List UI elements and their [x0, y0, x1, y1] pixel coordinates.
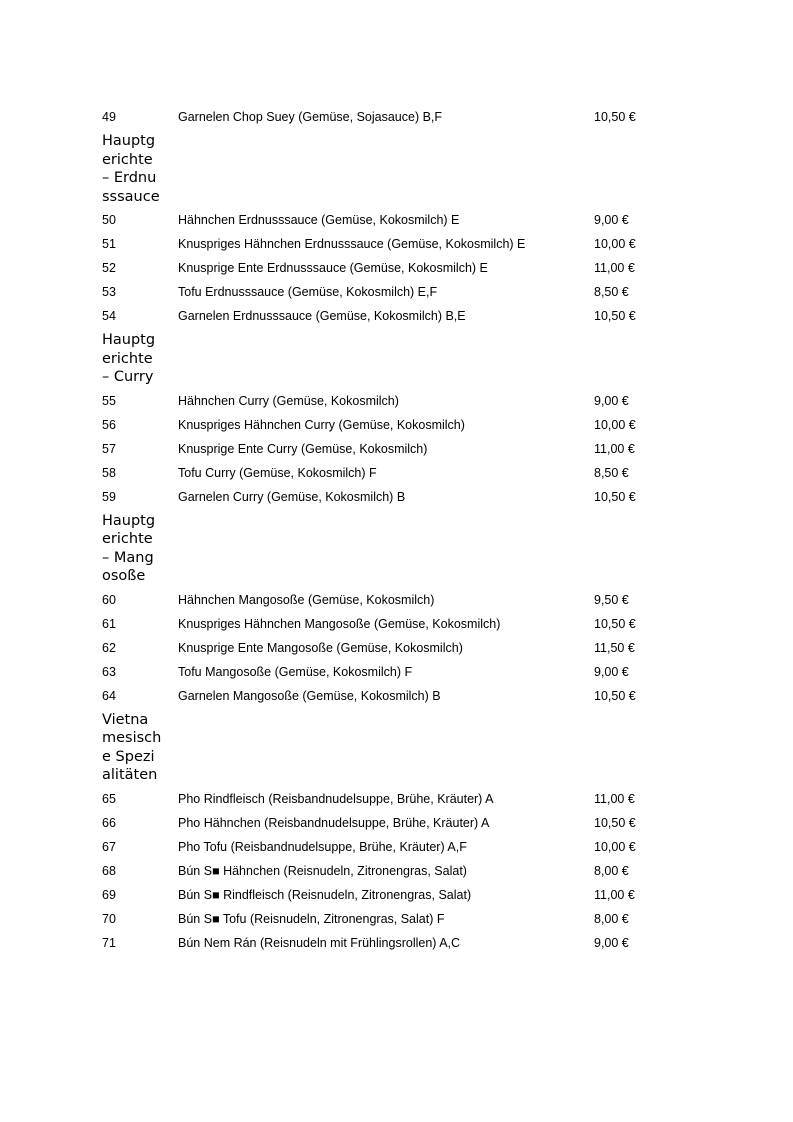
item-price: 10,00 € — [594, 839, 636, 854]
item-number: 52 — [102, 261, 116, 275]
item-name: Tofu Curry (Gemüse, Kokosmilch) F — [178, 465, 377, 480]
item-price: 11,00 € — [594, 887, 635, 902]
item-name: Garnelen Curry (Gemüse, Kokosmilch) B — [178, 489, 406, 504]
section-heading: Hauptgerichte – Erdnusssauce — [102, 133, 160, 205]
item-price: 10,00 € — [594, 237, 636, 251]
item-name: Bún S■ Hähnchen (Reisnudeln, Zitronengras, Salat) — [178, 863, 467, 878]
menu-item-row — [102, 612, 662, 636]
item-price: 9,00 € — [594, 213, 629, 227]
section-heading: Vietnamesische Spezialitäten — [102, 711, 162, 783]
item-number: 65 — [102, 791, 116, 806]
item-number: 69 — [102, 887, 116, 902]
item-price: 11,00 € — [594, 261, 635, 275]
item-name: Pho Tofu (Reisbandnudelsuppe, Brühe, Kräuter) A,F — [178, 839, 467, 854]
item-price: 8,00 € — [594, 911, 629, 926]
item-number: 58 — [102, 465, 116, 480]
item-name: Hähnchen Mangosoße (Gemüse, Kokosmilch) — [178, 592, 435, 607]
item-number: 67 — [102, 839, 116, 854]
menu-item-row — [102, 931, 662, 955]
item-price: 10,50 € — [594, 309, 636, 323]
menu-item-row — [102, 485, 662, 509]
item-number: 70 — [102, 911, 116, 926]
item-price: 10,50 € — [594, 815, 636, 830]
item-price: 11,00 € — [594, 791, 635, 806]
menu-item-row — [102, 389, 662, 413]
item-number: 71 — [102, 935, 116, 950]
item-name: Pho Rindfleisch (Reisbandnudelsuppe, Brühe, Kräuter) A — [178, 791, 494, 806]
item-price: 9,00 € — [594, 664, 629, 679]
item-number: 60 — [102, 592, 116, 607]
item-number: 50 — [102, 213, 116, 227]
menu-item-row — [102, 859, 662, 883]
menu-item-row — [102, 280, 662, 304]
menu-item-row — [102, 684, 662, 708]
menu-item-row — [102, 835, 662, 859]
item-number: 66 — [102, 815, 116, 830]
item-name: Knusprige Ente Mangosoße (Gemüse, Kokosmilch) — [178, 640, 463, 655]
item-number: 61 — [102, 616, 116, 631]
item-name: Knuspriges Hähnchen Mangosoße (Gemüse, Kokosmilch) — [178, 616, 501, 631]
item-price: 10,50 € — [594, 110, 636, 124]
item-price: 10,00 € — [594, 417, 636, 432]
item-name: Hähnchen Curry (Gemüse, Kokosmilch) — [178, 393, 399, 408]
item-name: Garnelen Erdnusssauce (Gemüse, Kokosmilch) B,E — [178, 309, 466, 323]
item-price: 9,00 € — [594, 393, 629, 408]
item-name: Bún S■ Tofu (Reisnudeln, Zitronengras, Salat) F — [178, 911, 445, 926]
menu-item-row — [102, 811, 662, 835]
item-price: 9,50 € — [594, 592, 629, 607]
menu-item-row — [102, 304, 662, 328]
item-name: Tofu Mangosoße (Gemüse, Kokosmilch) F — [178, 664, 413, 679]
item-number: 59 — [102, 489, 116, 504]
menu-item-row — [102, 588, 662, 612]
item-name: Garnelen Mangosoße (Gemüse, Kokosmilch) B — [178, 688, 441, 703]
item-price: 10,50 € — [594, 616, 636, 631]
menu-item-row — [102, 461, 662, 485]
item-number: 56 — [102, 417, 116, 432]
item-number: 54 — [102, 309, 116, 323]
section-heading: Hauptgerichte – Curry — [102, 332, 156, 385]
item-number: 55 — [102, 393, 116, 408]
item-name: Knuspriges Hähnchen Erdnusssauce (Gemüse, Kokosmilch) E — [178, 237, 526, 251]
item-price: 8,00 € — [594, 863, 629, 878]
item-name: Pho Hähnchen (Reisbandnudelsuppe, Brühe, Kräuter) A — [178, 815, 490, 830]
item-number: 64 — [102, 688, 116, 703]
item-price: 11,50 € — [594, 640, 635, 655]
menu-item-row — [102, 907, 662, 931]
item-price: 8,50 € — [594, 465, 629, 480]
item-number: 57 — [102, 441, 116, 456]
item-name: Tofu Erdnusssauce (Gemüse, Kokosmilch) E,F — [178, 285, 438, 299]
item-name: Knusprige Ente Curry (Gemüse, Kokosmilch) — [178, 441, 428, 456]
menu-item-row — [102, 883, 662, 907]
item-name: Knuspriges Hähnchen Curry (Gemüse, Kokosmilch) — [178, 417, 465, 432]
item-price: 9,00 € — [594, 935, 629, 950]
menu-item-row — [102, 636, 662, 660]
menu-item-row — [102, 208, 662, 232]
menu-list — [102, 105, 662, 955]
menu-item-row — [102, 105, 662, 129]
item-number: 62 — [102, 640, 116, 655]
menu-item-row — [102, 437, 662, 461]
menu-item-row — [102, 787, 662, 811]
item-number: 63 — [102, 664, 116, 679]
menu-item-row — [102, 660, 662, 684]
item-price: 8,50 € — [594, 285, 629, 299]
item-price: 11,00 € — [594, 441, 635, 456]
item-name: Bún S■ Rindfleisch (Reisnudeln, Zitronengras, Salat) — [178, 887, 472, 902]
item-price: 10,50 € — [594, 489, 636, 504]
item-number: 49 — [102, 110, 116, 124]
item-price: 10,50 € — [594, 688, 636, 703]
menu-item-row — [102, 256, 662, 280]
section-heading: Hauptgerichte – Mangosoße — [102, 512, 156, 584]
item-name: Knusprige Ente Erdnusssauce (Gemüse, Kokosmilch) E — [178, 261, 488, 275]
item-number: 53 — [102, 285, 116, 299]
item-name: Bún Nem Rán (Reisnudeln mit Frühlingsrollen) A,C — [178, 935, 461, 950]
item-number: 51 — [102, 237, 116, 251]
item-name: Garnelen Chop Suey (Gemüse, Sojasauce) B,F — [178, 110, 443, 124]
menu-item-row — [102, 232, 662, 256]
menu-item-row — [102, 413, 662, 437]
item-number: 68 — [102, 863, 116, 878]
item-name: Hähnchen Erdnusssauce (Gemüse, Kokosmilch) E — [178, 213, 460, 227]
